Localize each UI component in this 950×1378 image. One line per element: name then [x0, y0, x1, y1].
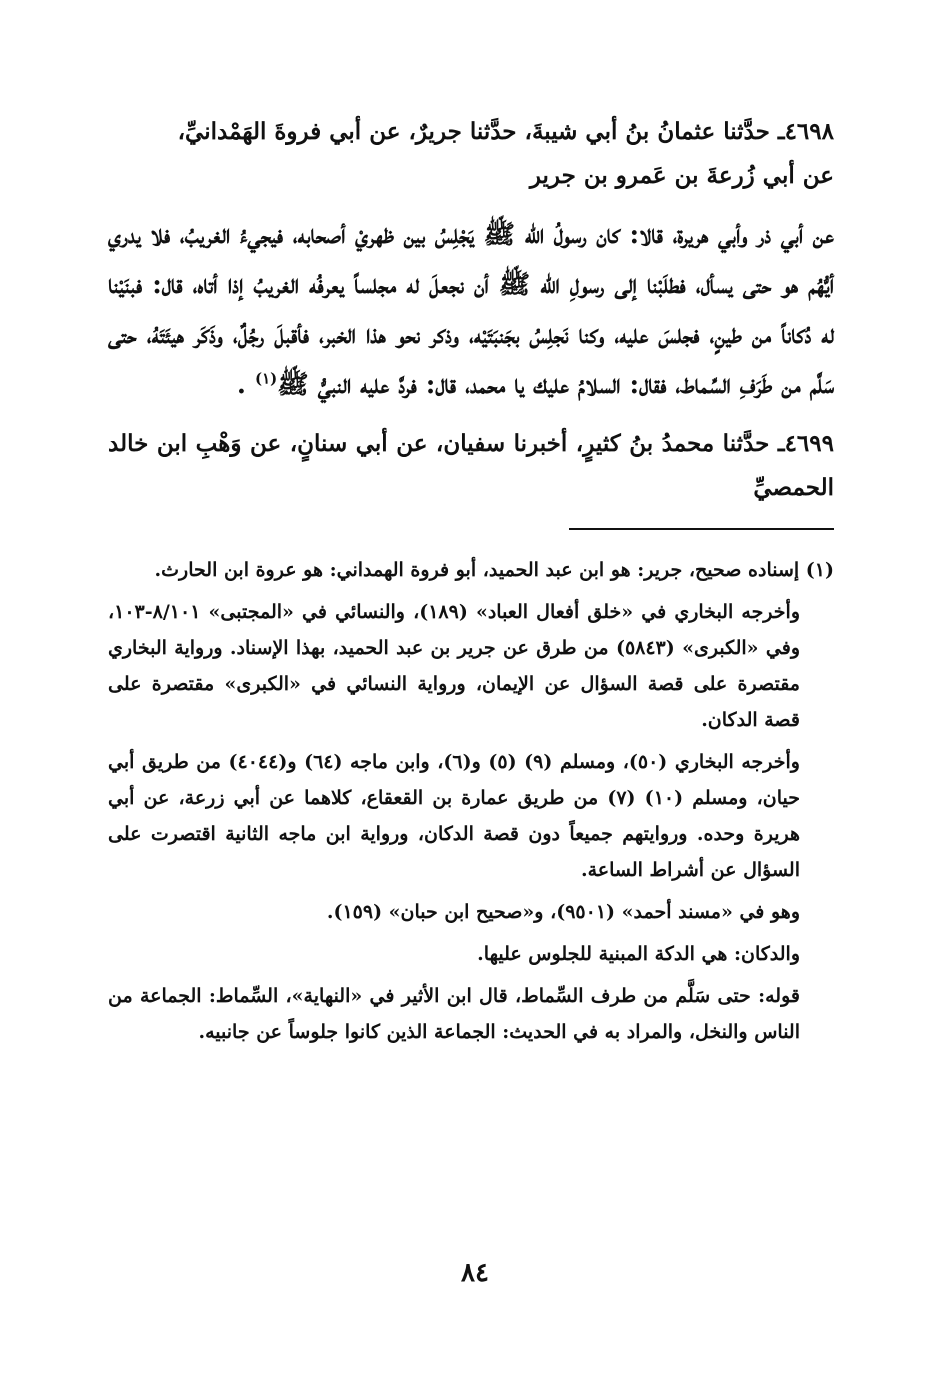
footnote-reference: (١) [254, 369, 278, 388]
page-content [108, 110, 834, 1056]
footnote-paragraph: قوله: حتى سَلَّم من طرف السِّماط، قال ابن الأثير في «النهاية»، السِّماط: الجماعة من الناس والنخل، والمراد به في الحديث: الجماعة الذين كانوا جلوساً عن جانبيه. [108, 985, 800, 1043]
hadith-4698-text [108, 210, 834, 410]
footnote-separator [569, 528, 834, 530]
footnote-paragraph: وأخرجه البخاري (٥٠)، ومسلم (٩) (٥) و(٦)، وابن ماجه (٦٤) و(٤٠٤٤) من طريق أبي حيان، ومسلم (١٠) (٧) من طريق عمارة بن القعقاع، كلاهما عن أبي زرعة، عن أبي هريرة وحده. وروايتهم جميعاً دون قصة الدكان، ورواية ابن ماجه الثانية اقتصرت على السؤال عن أشراط الساعة. [108, 751, 800, 881]
page-number: ٨٤ [461, 1258, 489, 1288]
footnote-paragraph: وهو في «مسند أحمد» (٩٥٠١)، و«صحيح ابن حبان» (١٥٩). [326, 901, 800, 923]
hadith-4698-header-line-2: عن أبي زُرعةَ بن عَمرو بن جرير [529, 162, 834, 189]
hadith-4698-header-line-1: ٤٦٩٨ـ حدَّثنا عثمانُ بنُ أبي شيبةَ، حدَّثنا جريرٌ، عن أبي فروةَ الهَمْدانيِّ، [177, 118, 834, 145]
footnote-1: (١) إسناده صحيح، جرير: هو ابن عبد الحميد، أبو فروة الهمداني: هو عروة ابن الحارث. [154, 559, 834, 581]
footnote-paragraph: والدكان: هي الدكة المبنية للجلوس عليها. [477, 943, 800, 965]
footnote-paragraph: وأخرجه البخاري في «خلق أفعال العباد» (١٨٩)، والنسائي في «المجتبى» ٨/١٠١-١٠٣، وفي «الكبرى» (٥٨٤٣) من طرق عن جرير بن عبد الحميد، بهذا الإسناد. ورواية البخاري مقتصرة على قصة السؤال عن الإيمان، ورواية النسائي في «الكبرى» مقتصرة على قصة الدكان. [108, 601, 800, 731]
hadith-4698-body: عن أبي ذر وأبي هريرة، قالا: كان رسولُ الله ﷺ يَجْلِسُ بين ظهريْ أصحابه، فيجيءُ الغريبُ، فلا يدري أيُّهُم هو حتى يسأل، فطلَبْنا إلى رسولِ الله ﷺ أن نجعلَ له مجلساً يعرفُه الغريبُ إذا أتاه، قال: فبنَيْنا له دُكاناً من طينٍ، فجلسَ عليه، وكنا نَجلِسُ بجَنبَتَيْه، وذكر نحو هذا الخبر، فأقبلَ رجُلٌ، وذَكَر هيئَتَهُ، حتى سَلَّم من طَرَفِ السِّماط، فقال: السلامُ عليك يا محمد، قال: فردَّ عليه النبيُّ ﷺ [108, 220, 834, 400]
hadith-4699-header: ٤٦٩٩ـ حدَّثنا محمدُ بنُ كثيرٍ، أخبرنا سفيان، عن أبي سنانٍ، عن وَهْبِ ابن خالد الحمصيِّ [108, 430, 834, 501]
footnotes [108, 552, 834, 1050]
hadith-4698-header [108, 110, 834, 198]
hadith-4698-end: . [236, 370, 246, 400]
